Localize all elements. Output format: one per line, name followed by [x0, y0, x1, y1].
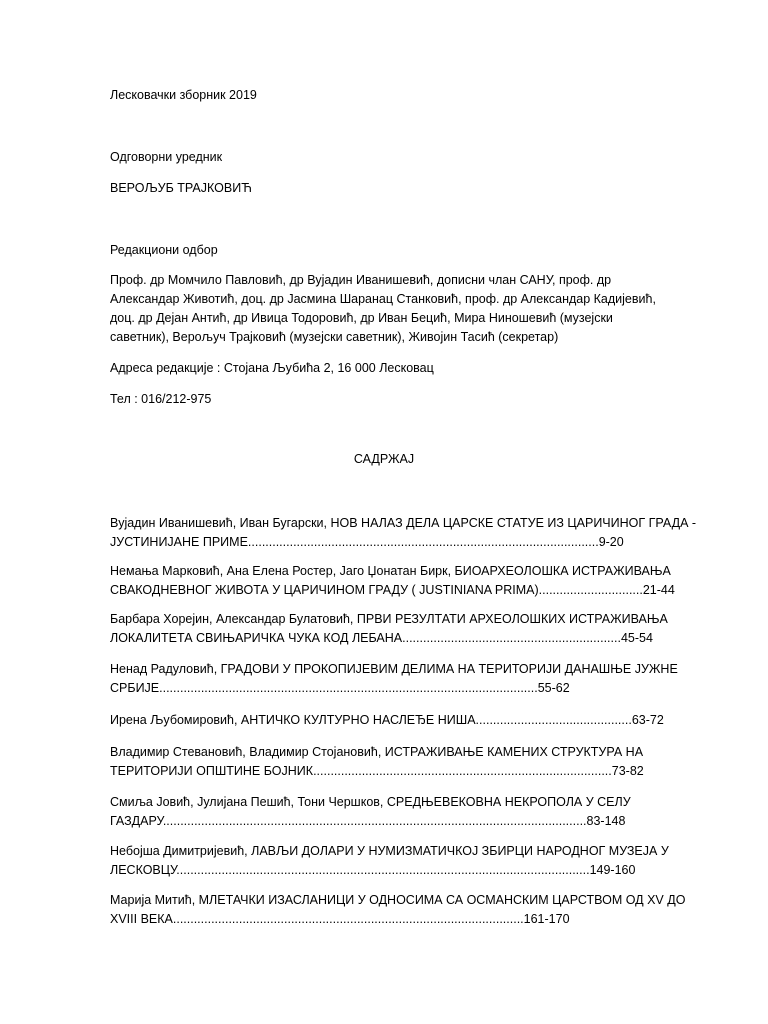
toc-entry [110, 514, 697, 552]
toc-leader: ..................................................................................................... [172, 912, 524, 926]
toc-entry-line1: Ненад Радуловић, ГРАДОВИ У ПРОКОПИЈЕВИМ ДЕЛИМА НА ТЕРИТОРИЈИ ДАНАШЊЕ ЈУЖНЕ [110, 662, 678, 676]
toc-entry-pages: 9-20 [598, 535, 624, 549]
board-line: доц. др Дејан Антић, др Ивица Тодоровић, др Иван Бецић, Мира Нинoшевић (музејски [110, 311, 613, 325]
toc-leader: ..................................................................................................... [247, 535, 599, 549]
toc-entry [110, 743, 690, 781]
editor-label: Одговорни уредник [110, 150, 223, 164]
board-line: саветник), Вероључ Трајковић (музејски саветник), Живојин Тасић (секретар) [110, 330, 559, 344]
toc-entry-line1: Марија Митић, МЛЕТАЧКИ ИЗАСЛАНИЦИ У ОДНОСИМА СА ОСМАНСКИМ ЦАРСТВОМ ОД XV ДО [110, 893, 686, 907]
toc-entry-title: ТЕРИТОРИЈИ ОПШТИНЕ БОЈНИК [110, 764, 314, 778]
toc-leader: ............................................................... [402, 631, 621, 645]
toc-leader: .............................. [538, 583, 643, 597]
publication-title: Лесковачки зборник 2019 [110, 88, 257, 102]
toc-entry-title: СРБИЈЕ [110, 681, 160, 695]
toc-entry-pages: 21-44 [642, 583, 675, 597]
toc-entry-title: ЈУСТИНИЈАНЕ ПРИМЕ [110, 535, 248, 549]
toc-leader: ............................................. [475, 713, 632, 727]
toc-entry-title: ЛЕСКОВЦУ [110, 863, 177, 877]
toc-entry-line1: Владимир Стевановић, Владимир Стојановић, ИСТРАЖИВАЊЕ КАМЕНИХ СТРУКТУРА НА [110, 745, 644, 759]
board-members [110, 271, 684, 347]
toc-entry [110, 711, 690, 730]
toc-leader: ...................................................................................... [313, 764, 612, 778]
toc-entry-title: Ирена Љубомировић, АНТИЧКО КУЛТУРНО НАСЛЕЂЕ НИША [110, 713, 476, 727]
toc-title: САДРЖАЈ [353, 452, 415, 466]
toc-entry [110, 610, 690, 648]
toc-entry-line1: Барбара Хорејин, Александар Булатовић, ПРВИ РЕЗУЛТАТИ АРХЕОЛОШКИХ ИСТРАЖИВАЊА [110, 612, 668, 626]
toc-leader: ............................................................................................................. [159, 681, 538, 695]
toc-entry-pages: 45-54 [620, 631, 653, 645]
toc-entry-line1: Смиља Јовић, Јулијана Пешић, Тони Чершков, СРЕДЊЕВЕКОВНА НЕКРОПОЛА У СЕЛУ [110, 795, 631, 809]
toc-entry-title: ЛОКАЛИТЕТА СВИЊАРИЧКА ЧУКА КОД ЛЕБАНА [110, 631, 403, 645]
toc-entry [110, 562, 690, 600]
editor-name: ВЕРОЉУБ ТРАЈКОВИЋ [110, 181, 252, 195]
board-label: Редакциони одбор [110, 243, 218, 257]
board-line: Проф. др Момчило Павловић, др Вујадин Иванишевић, дописни члан САНУ, проф. др [110, 273, 612, 287]
toc-leader: .......................................................................................................................... [162, 814, 587, 828]
address: Адреса редакције : Стојана Љубића 2, 16 000 Лесковац [110, 361, 434, 375]
toc-entry-pages: 55-62 [537, 681, 570, 695]
toc-entry-title: XVIII ВЕКА [110, 912, 173, 926]
toc-entry-line1: Немања Марковић, Ана Елена Ростер, Јаго Џонатан Бирк, БИОАРХЕОЛОШКА ИСТРАЖИВАЊА [110, 564, 671, 578]
toc-entry [110, 842, 690, 880]
toc-entry [110, 660, 690, 698]
toc-entry-pages: 73-82 [611, 764, 644, 778]
toc-entry-title: ГАЗДАРУ [110, 814, 163, 828]
toc-leader: ....................................................................................................................... [176, 863, 590, 877]
toc-entry-pages: 149-160 [589, 863, 636, 877]
toc-entry-line1: Небојша Димитријевић, ЛАВЉИ ДОЛАРИ У НУМИЗМАТИЧКОЈ ЗБИРЦИ НАРОДНОГ МУЗЕЈА У [110, 844, 669, 858]
board-line: Александар Животић, доц. др Јасмина Шаранац Станковић, проф. др Александар Кадијевић, [110, 292, 656, 306]
toc-entry [110, 891, 690, 929]
toc-entry-title: СВАКОДНЕВНОГ ЖИВОТА У ЦАРИЧИНОМ ГРАДУ ( JUSTINIANA PRIMA) [110, 583, 539, 597]
phone: Тел : 016/212-975 [110, 392, 212, 406]
toc-entry-pages: 161-170 [523, 912, 570, 926]
toc-entry-pages: 83-148 [586, 814, 626, 828]
toc-entry [110, 793, 690, 831]
toc-entry-line1: Вујадин Иванишевић, Иван Бугарски, НОВ НАЛАЗ ДЕЛА ЦАРСКЕ СТАТУЕ ИЗ ЦАРИЧИНОГ ГРАДА - [110, 516, 697, 530]
toc-entry-pages: 63-72 [631, 713, 664, 727]
